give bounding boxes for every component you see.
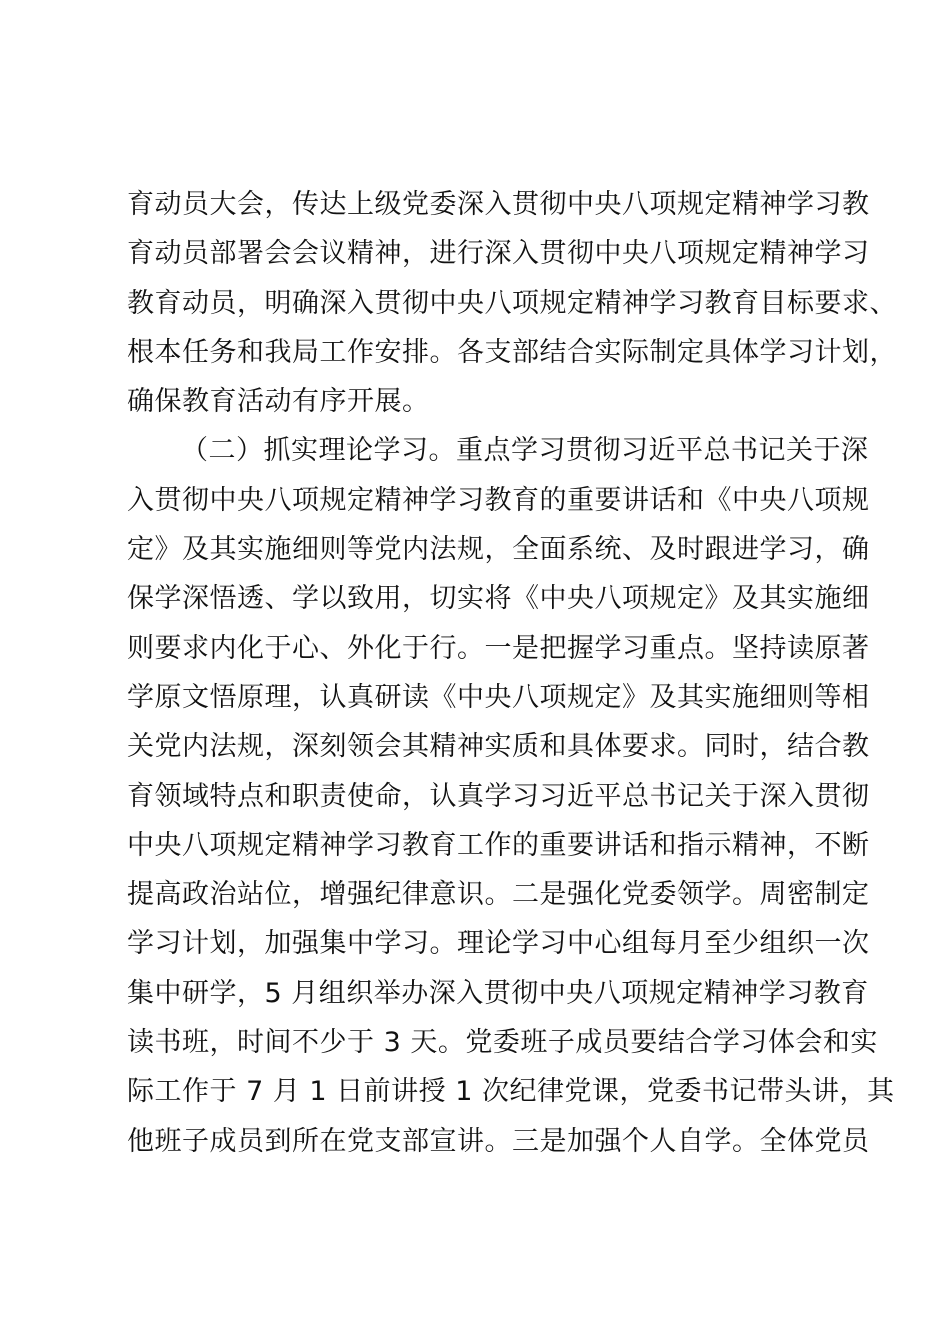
text-line: 入贯彻中央八项规定精神学习教育的重要讲话和《中央八项规 bbox=[127, 484, 870, 516]
text-line: 育动员部署会会议精神，进行深入贯彻中央八项规定精神学习 bbox=[127, 238, 870, 270]
text-line: 则要求内化于心、外化于行。一是把握学习重点。坚持读原著 bbox=[127, 632, 870, 664]
text-line: 读书班，时间不少于 3 天。党委班子成员要结合学习体会和实 bbox=[127, 1027, 878, 1059]
text-line: 确保教育活动有序开展。 bbox=[127, 386, 430, 418]
text-line: 集中研学，5 月组织举办深入贯彻中央八项规定精神学习教育 bbox=[127, 977, 869, 1009]
text-line: 学习计划，加强集中学习。理论学习中心组每月至少组织一次 bbox=[127, 928, 870, 960]
text-line: 根本任务和我局工作安排。各支部结合实际制定具体学习计划， bbox=[127, 336, 897, 368]
text-line: 提高政治站位，增强纪律意识。二是强化党委领学。周密制定 bbox=[127, 879, 870, 911]
text-line: 关党内法规，深刻领会其精神实质和具体要求。同时，结合教 bbox=[127, 731, 870, 763]
text-line: 中央八项规定精神学习教育工作的重要讲话和指示精神，不断 bbox=[127, 829, 870, 861]
text-line: 学原文悟原理，认真研读《中央八项规定》及其实施细则等相 bbox=[127, 681, 870, 713]
text-line: 际工作于 7 月 1 日前讲授 1 次纪律党课，党委书记带头讲，其 bbox=[127, 1076, 895, 1108]
text-line-section-heading: （二）抓实理论学习。重点学习贯彻习近平总书记关于深 bbox=[181, 435, 869, 467]
text-line: 定》及其实施细则等党内法规，全面系统、及时跟进学习，确 bbox=[127, 534, 870, 566]
text-line: 教育动员，明确深入贯彻中央八项规定精神学习教育目标要求、 bbox=[127, 287, 897, 319]
text-line: 育动员大会，传达上级党委深入贯彻中央八项规定精神学习教 bbox=[127, 189, 870, 220]
text-line: 保学深悟透、学以致用，切实将《中央八项规定》及其实施细 bbox=[127, 583, 870, 615]
body-text bbox=[127, 180, 897, 1166]
text-line: 他班子成员到所在党支部宣讲。三是加强个人自学。全体党员 bbox=[127, 1125, 870, 1157]
text-line: 育领域特点和职责使命，认真学习习近平总书记关于深入贯彻 bbox=[127, 780, 870, 812]
